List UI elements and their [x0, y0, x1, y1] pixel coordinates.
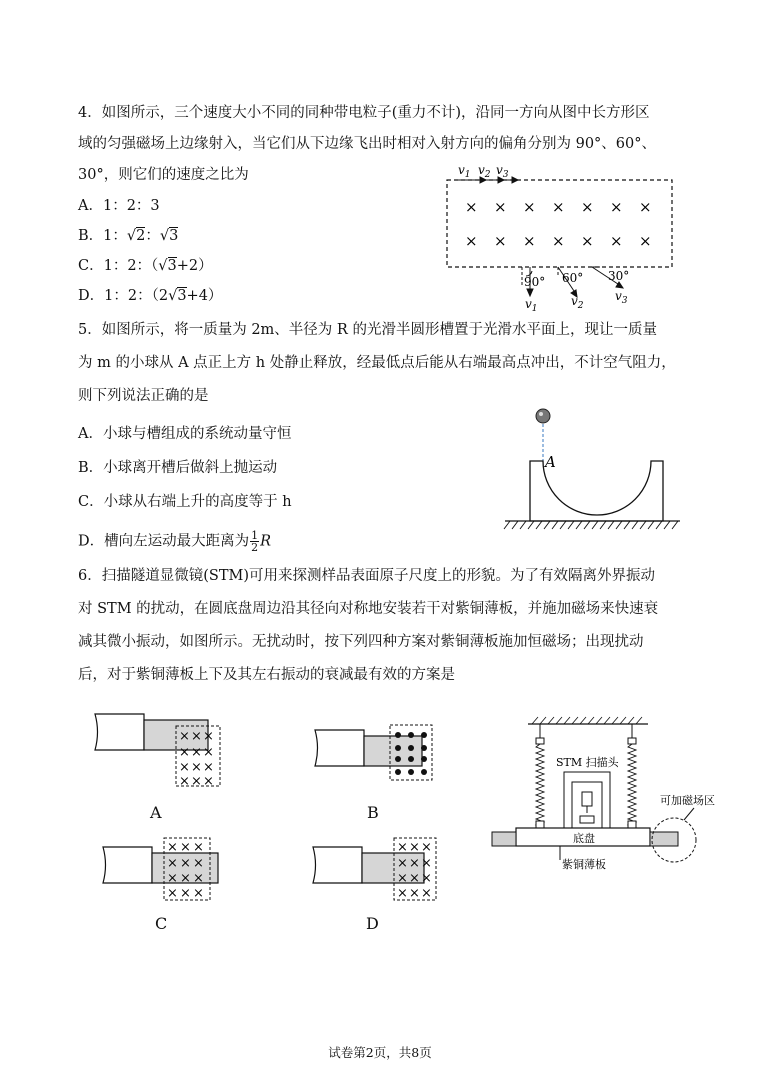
svg-text:×: × — [203, 760, 214, 775]
q6-line2: 对 STM 的扰动，在圆底盘周边沿其径向对称地安装若干对紫铜薄板，并施加磁场来快速衰 — [78, 601, 659, 617]
v2-exit-label: $v_2$ — [571, 294, 584, 311]
svg-text:×: × — [179, 729, 190, 744]
svg-text:×: × — [421, 886, 432, 901]
svg-text:×: × — [397, 840, 408, 855]
svg-text:×: × — [180, 856, 191, 871]
svg-text:×: × — [397, 871, 408, 886]
q4-line3: 30°，则它们的速度之比为 — [78, 167, 249, 183]
svg-text:×: × — [409, 886, 420, 901]
angle-30: 30° — [608, 269, 630, 283]
q5-line3: 则下列说法正确的是 — [78, 388, 209, 404]
field-zone-label: 可加磁场区 — [660, 794, 715, 807]
svg-text:×: × — [193, 871, 204, 886]
svg-text:×: × — [552, 198, 565, 216]
svg-text:×: × — [193, 856, 204, 871]
svg-text:×: × — [179, 774, 190, 789]
svg-text:×: × — [167, 871, 178, 886]
q5-option-b: B．小球离开槽后做斜上抛运动 — [78, 460, 278, 476]
page-footer: 试卷第2页，共8页 — [328, 1045, 432, 1060]
q4-option-c: C．1：2：（√3+2） — [78, 258, 213, 274]
v1-exit-label: $v_1$ — [525, 297, 538, 314]
scheme-a — [92, 712, 232, 792]
svg-text:×: × — [610, 198, 623, 216]
svg-text:×: × — [180, 871, 191, 886]
q5-line2: 为 m 的小球从 A 点正上方 h 处静止释放，经最低点后能从右端最高点冲出，不计空气阻力， — [78, 355, 676, 371]
svg-text:×: × — [421, 840, 432, 855]
scheme-d-label: D — [366, 914, 379, 933]
svg-text:×: × — [167, 886, 178, 901]
field-region — [447, 180, 672, 267]
plate-label: 紫铜薄板 — [562, 858, 606, 871]
svg-text:×: × — [581, 198, 594, 216]
q5-line1: 5．如图所示，将一质量为 2m、半径为 R 的光滑半圆形槽置于光滑水平面上，现让一质量 — [78, 322, 657, 338]
q4-figure — [440, 160, 680, 314]
angle-60: 60° — [562, 271, 584, 285]
svg-text:×: × — [180, 886, 191, 901]
svg-text:×: × — [179, 760, 190, 775]
svg-text:×: × — [409, 871, 420, 886]
q5-option-d: D．槽向左运动最大距离为 $\frac{1}{2}$ R — [78, 529, 272, 554]
q5-option-c: C．小球从右端上升的高度等于 h — [78, 494, 292, 510]
scheme-c-label: C — [155, 914, 168, 933]
q4-option-a: A．1：2：3 — [78, 198, 160, 214]
q5-option-a: A．小球与槽组成的系统动量守恒 — [78, 426, 292, 442]
stm-figure — [488, 710, 750, 880]
svg-text:×: × — [409, 840, 420, 855]
q5-figure — [500, 405, 690, 535]
v2-label: $v_2$ — [478, 163, 491, 180]
svg-text:×: × — [639, 232, 652, 250]
svg-text:×: × — [193, 840, 204, 855]
svg-text:×: × — [191, 729, 202, 744]
svg-text:×: × — [610, 232, 623, 250]
svg-text:×: × — [397, 856, 408, 871]
scheme-a-label: A — [150, 803, 162, 822]
svg-text:×: × — [523, 198, 536, 216]
svg-text:×: × — [167, 856, 178, 871]
q4-line1: 4．如图所示，三个速度大小不同的同种带电粒子(重力不计)，沿同一方向从图中长方形区 — [78, 105, 650, 121]
q4-option-d: D．1：2：（2√3+4） — [78, 288, 223, 304]
svg-text:×: × — [552, 232, 565, 250]
v3-exit-label: $v_3$ — [615, 289, 628, 306]
svg-text:×: × — [167, 840, 178, 855]
svg-text:×: × — [191, 760, 202, 775]
scheme-c — [100, 835, 230, 905]
q6-line4: 后，对于紫铜薄板上下及其左右振动的衰减最有效的方案是 — [78, 667, 455, 683]
svg-text:×: × — [203, 745, 214, 760]
point-a-label: A — [545, 453, 556, 471]
svg-text:×: × — [421, 856, 432, 871]
base-label: 底盘 — [573, 832, 595, 845]
svg-text:×: × — [465, 198, 478, 216]
scheme-d — [310, 835, 440, 905]
v1-label: $v_1$ — [458, 163, 471, 180]
svg-text:×: × — [193, 886, 204, 901]
angle-90: 90° — [524, 275, 546, 289]
svg-text:×: × — [523, 232, 536, 250]
q4-line2: 域的匀强磁场上边缘射入，当它们从下边缘飞出时相对入射方向的偏角分别为 90°、60°、 — [78, 136, 657, 152]
svg-text:×: × — [203, 774, 214, 789]
svg-text:×: × — [409, 856, 420, 871]
svg-text:×: × — [191, 745, 202, 760]
q4-option-b: B．1：√2：√3 — [78, 228, 179, 244]
svg-text:×: × — [639, 198, 652, 216]
svg-text:×: × — [465, 232, 478, 250]
svg-text:×: × — [581, 232, 594, 250]
svg-text:×: × — [494, 198, 507, 216]
scheme-b — [312, 722, 442, 792]
v3-label: $v_3$ — [496, 163, 509, 180]
stm-head-label: STM 扫描头 — [556, 756, 619, 769]
q6-line1: 6．扫描隧道显微镜(STM)可用来探测样品表面原子尺度上的形貌。为了有效隔离外界振动 — [78, 568, 655, 584]
ball — [536, 409, 550, 423]
svg-text:×: × — [494, 232, 507, 250]
svg-text:×: × — [191, 774, 202, 789]
svg-text:×: × — [179, 745, 190, 760]
svg-text:×: × — [180, 840, 191, 855]
svg-text:×: × — [203, 729, 214, 744]
q6-line3: 减其微小振动，如图所示。无扰动时，按下列四种方案对紫铜薄板施加恒磁场；出现扰动 — [78, 634, 644, 650]
svg-text:×: × — [397, 886, 408, 901]
svg-text:×: × — [421, 871, 432, 886]
scheme-b-label: B — [367, 803, 379, 822]
